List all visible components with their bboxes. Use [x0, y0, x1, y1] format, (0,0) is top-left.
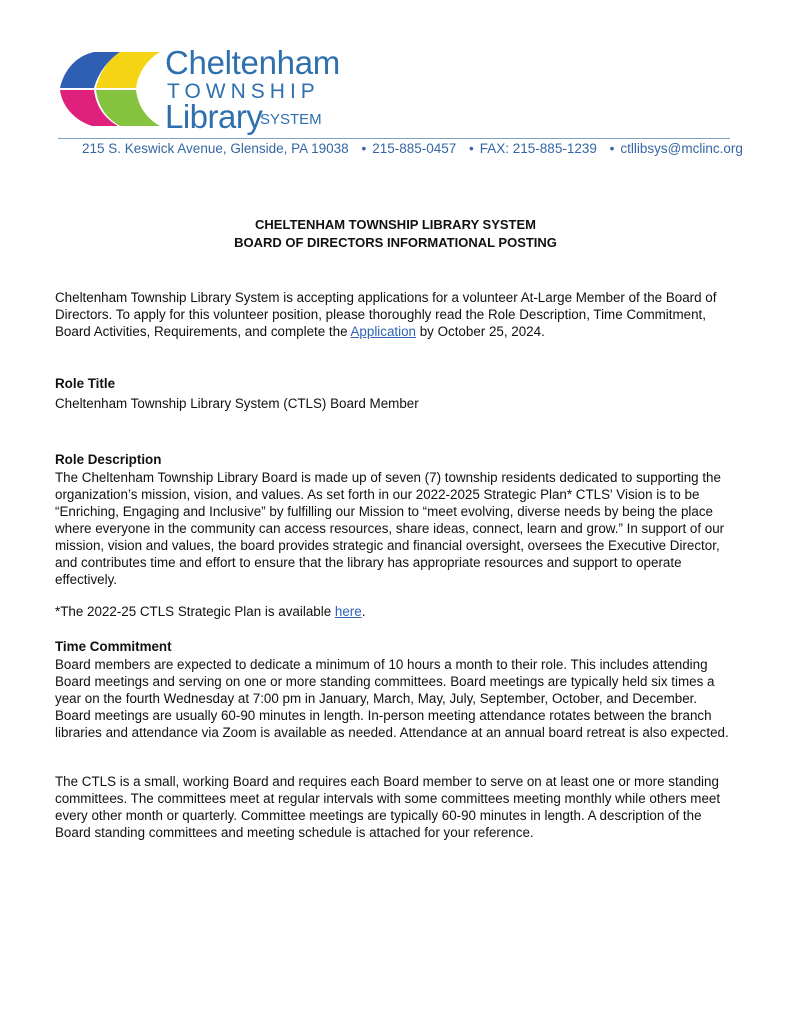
- bullet-separator: •: [609, 141, 615, 156]
- intro-paragraph: [55, 289, 735, 340]
- role-description-text: The Cheltenham Township Library Board is made up of seven (7) township residents dedicated to supporting the organization’s mission, vision, and values. As set forth in our 2022-2025 Strategic Plan* CTLS' Vision is to be “Enriching, Engaging and Inclusive” by fulfilling our Mission to “meet evolving, diverse needs by being the place where everyone in the community can access resources, share ideas, connect, learn and grow.” In support of our mission, vision and values, the board provides strategic and financial oversight, oversees the Executive Director, and contributes time and effort to ensure that the library has appropriate resources and support to operate effectively.: [55, 470, 725, 587]
- library-logo-mark: [58, 48, 162, 128]
- document-title-line1: CHELTENHAM TOWNSHIP LIBRARY SYSTEM: [255, 217, 536, 232]
- contact-email: ctllibsys@mclinc.org: [620, 141, 743, 156]
- contact-phone: 215-885-0457: [372, 141, 457, 156]
- contact-address: 215 S. Keswick Avenue, Glenside, PA 19038: [82, 141, 349, 156]
- strategic-plan-note: [55, 603, 735, 620]
- document-title-line2: BOARD OF DIRECTORS INFORMATIONAL POSTING: [234, 235, 557, 250]
- role-description-heading: Role Description: [55, 452, 162, 467]
- header-divider: [58, 138, 730, 139]
- strategic-plan-note-end: .: [361, 604, 366, 619]
- application-link[interactable]: Application: [350, 324, 417, 339]
- logo-line-township: TOWNSHIP: [167, 80, 320, 103]
- time-commitment-paragraph-2: The CTLS is a small, working Board and requires each Board member to serve on at least one or more standing committees. The committees meet at regular intervals with some committees meeting monthly while others meet every other month or quarterly. Committee meetings are typically 60-90 minutes in length. A description of the Board standing committees and meeting schedule is attached for your reference.: [55, 774, 721, 840]
- contact-line: [82, 141, 752, 156]
- logo-line-system: SYSTEM: [260, 111, 322, 128]
- logo-line-cheltenham: Cheltenham: [165, 44, 340, 81]
- strategic-plan-link[interactable]: here: [334, 604, 362, 619]
- intro-text: Cheltenham Township Library System is accepting applications for a volunteer At-Large Member of the Board of Directors. To apply for this volunteer position, please thoroughly read the Role Description, Time Commitment, Board Activities, Requirements, and complete the: [55, 290, 717, 339]
- intro-deadline: by October 25, 2024.: [416, 324, 545, 339]
- time-commitment-paragraph-1: Board members are expected to dedicate a minimum of 10 hours a month to their role. This includes attending Board meetings and serving on one or more standing committees. Board meetings are typically held six times a year on the fourth Wednesday at 7:00 pm in January, March, May, July, September, October, and December. Board meetings are usually 60-90 minutes in length. In-person meeting attendance rotates between the branch libraries and attendance via Zoom is available as needed. Attendance at an annual board retreat is also expected.: [55, 657, 729, 740]
- time-commitment-heading: Time Commitment: [55, 639, 172, 654]
- strategic-plan-note-text: *The 2022-25 CTLS Strategic Plan is available: [55, 604, 335, 619]
- contact-fax: FAX: 215-885-1239: [479, 141, 597, 156]
- bullet-separator: •: [361, 141, 367, 156]
- bullet-separator: •: [469, 141, 474, 156]
- logo-line-library: Library: [165, 98, 263, 135]
- library-logo: [58, 44, 338, 136]
- role-title-text: Cheltenham Township Library System (CTLS) Board Member: [55, 396, 419, 411]
- role-title-heading: Role Title: [55, 376, 116, 391]
